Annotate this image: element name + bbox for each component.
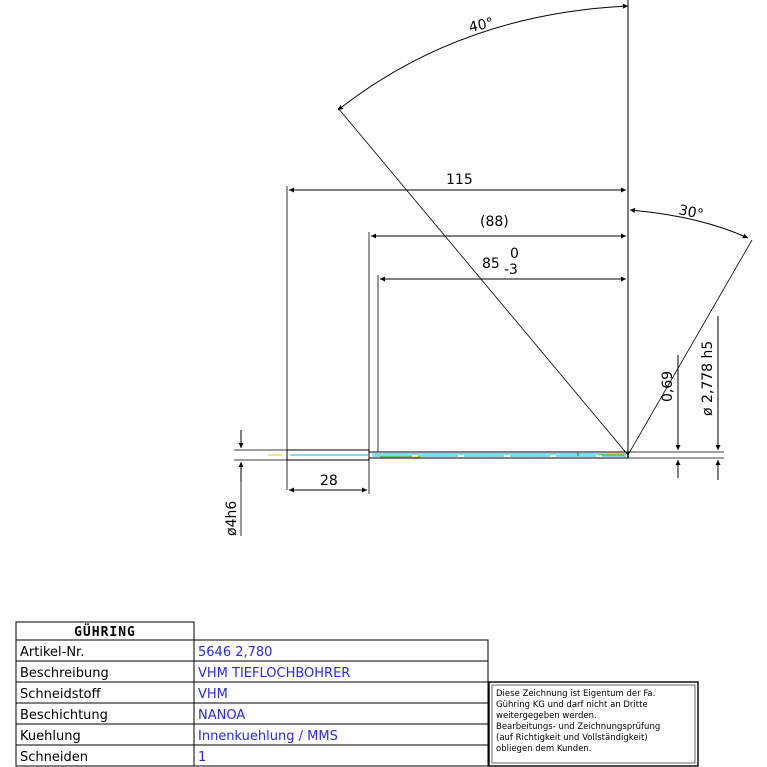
notice-line-6: obliegen dem Kunden. <box>496 744 592 754</box>
reference-length-label: (88) <box>480 214 509 230</box>
flute-length-label: 85 <box>482 256 500 272</box>
row-label-beschreibung: Beschreibung <box>20 666 109 681</box>
notice-line-5: (auf Richtigkeit und Vollständigkeit) <box>496 733 648 743</box>
row-label-schneiden: Schneiden <box>20 750 88 765</box>
angle-40-label: 40° <box>467 15 496 36</box>
shank-diameter-label: ø4h6 <box>224 500 240 536</box>
drill-diameter-dimension <box>628 316 724 480</box>
row-value-kuehlung: Innenkuehlung / MMS <box>198 729 338 744</box>
notice-line-1: Diese Zeichnung ist Eigentum der Fa. <box>496 689 656 699</box>
flute-tol-lower: -3 <box>504 262 518 278</box>
notice-line-4: Bearbeitungs- und Zeichnungsprüfung <box>496 722 661 732</box>
row-label-schneidstoff: Schneidstoff <box>20 687 101 702</box>
row-value-schneiden: 1 <box>198 750 207 765</box>
angle-30-label: 30° <box>677 202 705 224</box>
row-label-artikel: Artikel-Nr. <box>20 645 85 660</box>
row-value-schneidstoff: VHM <box>198 687 228 702</box>
shank-length-label: 28 <box>320 473 338 489</box>
row-label-kuehlung: Kuehlung <box>20 729 81 744</box>
notice-line-3: weitergegeben werden. <box>496 711 597 721</box>
flute-length-dimension <box>378 246 626 452</box>
notice-line-2: Gühring KG und darf nicht an Dritte <box>496 700 648 710</box>
shank-length-dimension <box>289 460 369 494</box>
row-label-beschichtung: Beschichtung <box>20 708 108 723</box>
row-value-beschreibung: VHM TIEFLOCHBOHRER <box>198 666 351 681</box>
reference-length-dimension <box>369 214 626 452</box>
company-logo: GÜHRING <box>74 625 136 640</box>
flute-tol-upper: 0 <box>510 246 519 262</box>
drill-diameter-label: ø 2,778 h5 <box>700 340 716 416</box>
title-block <box>16 622 698 766</box>
overall-length-label: 115 <box>446 172 473 188</box>
angle-30-dimension <box>628 202 752 455</box>
tip-dimension-label: 0,69 <box>660 370 676 402</box>
row-value-beschichtung: NANOA <box>198 708 246 723</box>
angle-40-dimension <box>338 6 628 455</box>
drill-outline <box>268 450 628 460</box>
tip-dimension <box>660 355 678 478</box>
overall-length-dimension <box>287 172 626 490</box>
shank-diameter-dimension <box>224 430 287 536</box>
row-value-artikel: 5646 2,780 <box>198 645 273 660</box>
